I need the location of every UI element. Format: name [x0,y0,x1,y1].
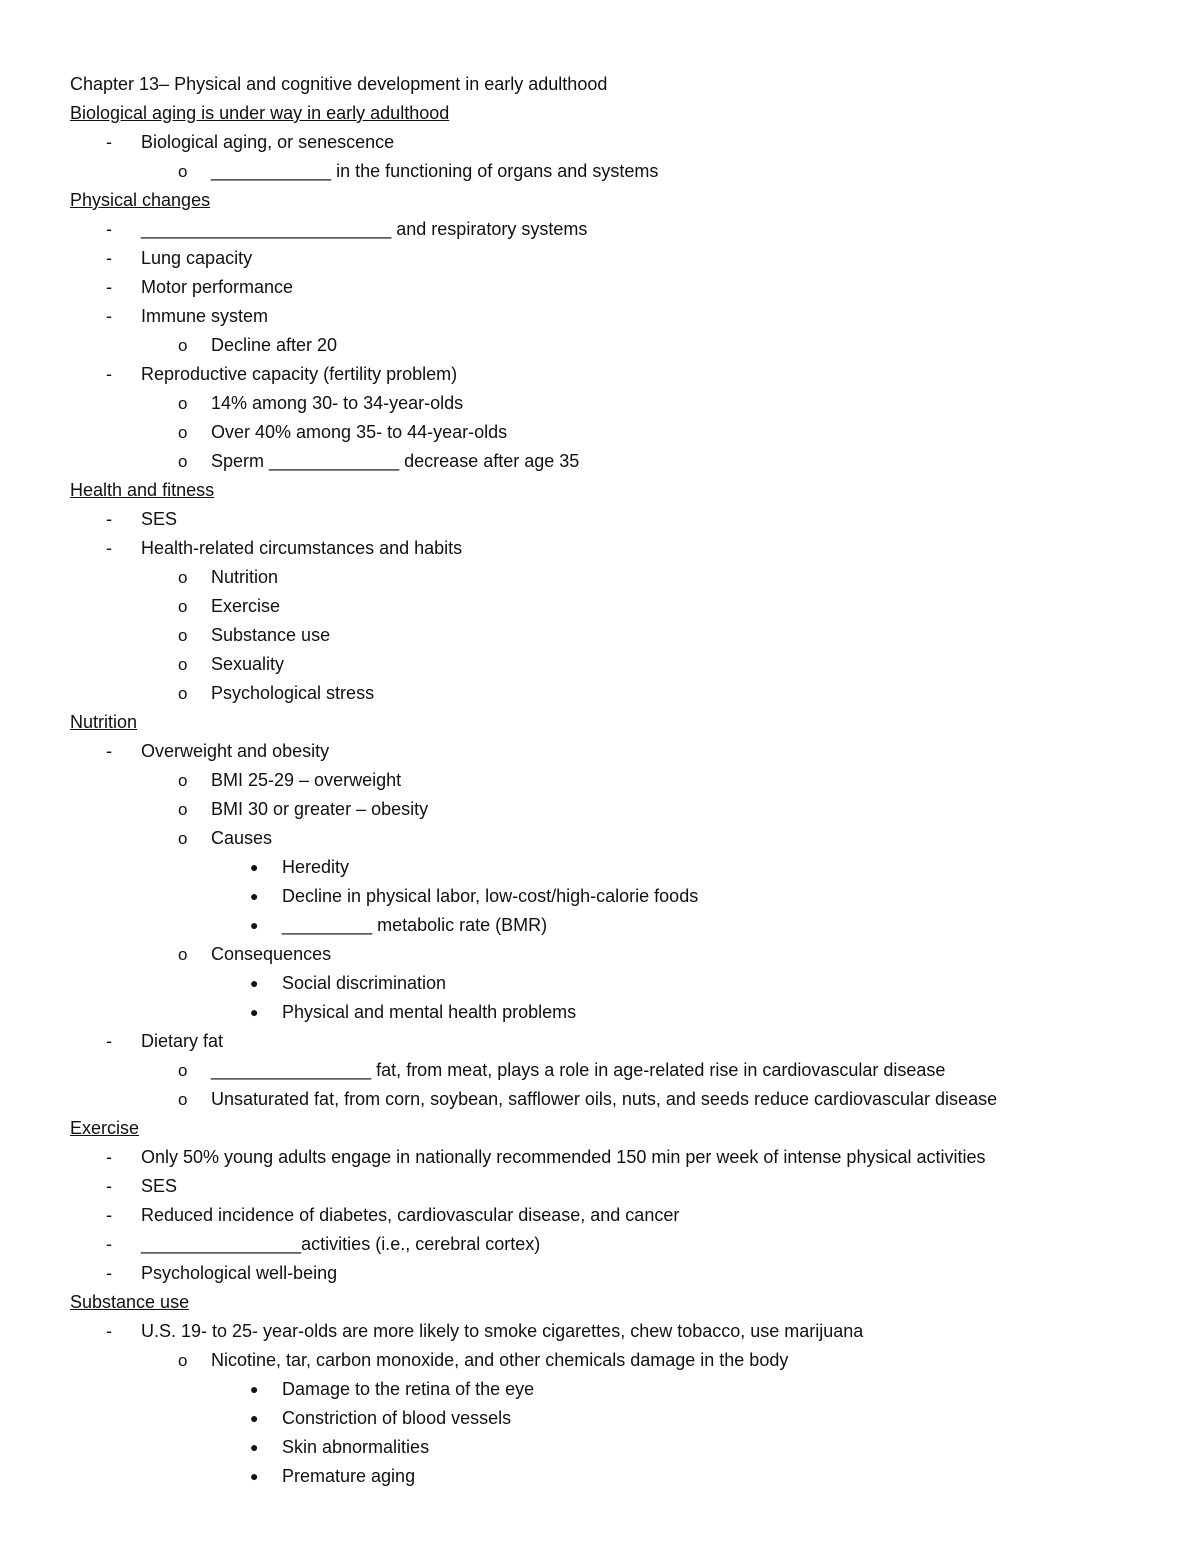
line-text: Overweight and obesity [141,741,330,761]
line-text: Heredity [282,857,350,877]
list-item [70,215,1160,244]
list-item [70,1462,1160,1491]
section-heading [70,708,1160,737]
list-marker: ● [250,1468,259,1484]
list-marker: ● [250,1410,259,1426]
line-text: Substance use [211,625,331,645]
line-text: Lung capacity [141,248,253,268]
line-text: Psychological well-being [141,1263,338,1283]
line-text: Premature aging [282,1466,416,1486]
list-item [70,447,1160,476]
line-text: Constriction of blood vessels [282,1408,512,1428]
list-item [70,592,1160,621]
line-text: Over 40% among 35- to 44-year-olds [211,422,508,442]
line-text: Exercise [211,596,281,616]
list-marker: o [178,336,188,355]
list-item [70,505,1160,534]
list-marker: o [178,684,188,703]
line-text: Skin abnormalities [282,1437,430,1457]
list-item [70,1230,1160,1259]
line-text: Sexuality [211,654,285,674]
line-text: Decline after 20 [211,335,338,355]
list-marker: o [178,1090,188,1109]
line-text: SES [141,1176,178,1196]
list-item [70,1317,1160,1346]
list-marker: o [178,626,188,645]
list-marker: - [106,132,112,152]
list-marker: o [178,1351,188,1370]
list-marker: - [106,306,112,326]
list-item [70,1346,1160,1375]
list-marker: ● [250,1439,259,1455]
list-item [70,1201,1160,1230]
line-text: Biological aging, or senescence [141,132,395,152]
list-item [70,940,1160,969]
list-marker: o [178,423,188,442]
list-item [70,157,1160,186]
list-item [70,766,1160,795]
line-text: ____________ in the functioning of organs and systems [211,161,659,181]
list-marker: o [178,945,188,964]
list-marker: o [178,452,188,471]
list-item [70,563,1160,592]
list-item [70,1259,1160,1288]
list-marker: o [178,1061,188,1080]
line-text: _________ metabolic rate (BMR) [282,915,548,935]
line-text: Biological aging is under way in early adulthood [70,103,450,123]
list-item [70,650,1160,679]
line-text: Consequences [211,944,332,964]
list-marker: - [106,1263,112,1283]
list-marker: ● [250,1381,259,1397]
list-marker: - [106,538,112,558]
list-item [70,998,1160,1027]
line-text: Reduced incidence of diabetes, cardiovascular disease, and cancer [141,1205,680,1225]
list-item [70,853,1160,882]
list-item [70,737,1160,766]
list-marker: - [106,741,112,761]
line-text: U.S. 19- to 25- year-olds are more likely to smoke cigarettes, chew tobacco, use marijuana [141,1321,864,1341]
line-text: Health and fitness [70,480,215,500]
list-item [70,969,1160,998]
section-heading [70,1288,1160,1317]
list-item [70,331,1160,360]
line-text: Substance use [70,1292,190,1312]
list-marker: o [178,771,188,790]
list-marker: o [178,800,188,819]
section-heading [70,476,1160,505]
list-marker: - [106,509,112,529]
list-item [70,621,1160,650]
list-item [70,389,1160,418]
line-text: Nutrition [211,567,279,587]
line-text: Only 50% young adults engage in nationally recommended 150 min per week of intense physical activities [141,1147,986,1167]
section-heading [70,1114,1160,1143]
list-item [70,273,1160,302]
list-item [70,1056,1160,1085]
list-marker: o [178,597,188,616]
list-marker: ● [250,917,259,933]
list-marker: o [178,655,188,674]
list-marker: - [106,248,112,268]
list-marker: ● [250,975,259,991]
line-text: _________________________ and respiratory systems [141,219,588,239]
list-item [70,244,1160,273]
list-marker: - [106,1147,112,1167]
line-text: Motor performance [141,277,294,297]
list-item [70,128,1160,157]
list-marker: ● [250,1004,259,1020]
list-item [70,882,1160,911]
line-text: Immune system [141,306,269,326]
line-text: Nutrition [70,712,138,732]
document-title [70,70,1160,99]
line-text: ________________ fat, from meat, plays a role in age-related rise in cardiovascular disease [211,1060,946,1080]
line-text: Exercise [70,1118,140,1138]
line-text: Decline in physical labor, low-cost/high-calorie foods [282,886,699,906]
line-text: Causes [211,828,273,848]
line-text: Health-related circumstances and habits [141,538,463,558]
line-text: Social discrimination [282,973,447,993]
list-marker: - [106,1176,112,1196]
line-text: Reproductive capacity (fertility problem) [141,364,458,384]
list-item [70,911,1160,940]
section-heading [70,186,1160,215]
line-text: Physical and mental health problems [282,1002,577,1022]
line-text: SES [141,509,178,529]
line-text: Physical changes [70,190,211,210]
list-item [70,418,1160,447]
list-item [70,1172,1160,1201]
list-item [70,302,1160,331]
line-text: ________________activities (i.e., cerebral cortex) [141,1234,541,1254]
line-text: Psychological stress [211,683,375,703]
list-marker: - [106,1234,112,1254]
list-marker: ● [250,888,259,904]
list-marker: o [178,162,188,181]
line-text: Chapter 13– Physical and cognitive development in early adulthood [70,74,608,94]
list-marker: - [106,364,112,384]
line-text: Unsaturated fat, from corn, soybean, safflower oils, nuts, and seeds reduce cardiovascular disease [211,1089,998,1109]
list-item [70,795,1160,824]
section-heading [70,99,1160,128]
list-marker: - [106,1031,112,1051]
list-item [70,360,1160,389]
list-marker: ● [250,859,259,875]
list-marker: o [178,568,188,587]
list-item [70,824,1160,853]
line-text: Dietary fat [141,1031,224,1051]
list-item [70,1143,1160,1172]
list-marker: - [106,219,112,239]
list-item [70,1375,1160,1404]
list-marker: - [106,277,112,297]
line-text: Sperm _____________ decrease after age 35 [211,451,580,471]
document-page [70,70,1160,1491]
line-text: Nicotine, tar, carbon monoxide, and other chemicals damage in the body [211,1350,789,1370]
line-text: Damage to the retina of the eye [282,1379,535,1399]
list-item [70,534,1160,563]
line-text: BMI 25-29 – overweight [211,770,402,790]
line-text: BMI 30 or greater – obesity [211,799,429,819]
list-item [70,1433,1160,1462]
list-marker: o [178,829,188,848]
list-item [70,679,1160,708]
line-text: 14% among 30- to 34-year-olds [211,393,464,413]
list-item [70,1027,1160,1056]
list-marker: o [178,394,188,413]
list-marker: - [106,1205,112,1225]
list-marker: - [106,1321,112,1341]
list-item [70,1085,1160,1114]
list-item [70,1404,1160,1433]
